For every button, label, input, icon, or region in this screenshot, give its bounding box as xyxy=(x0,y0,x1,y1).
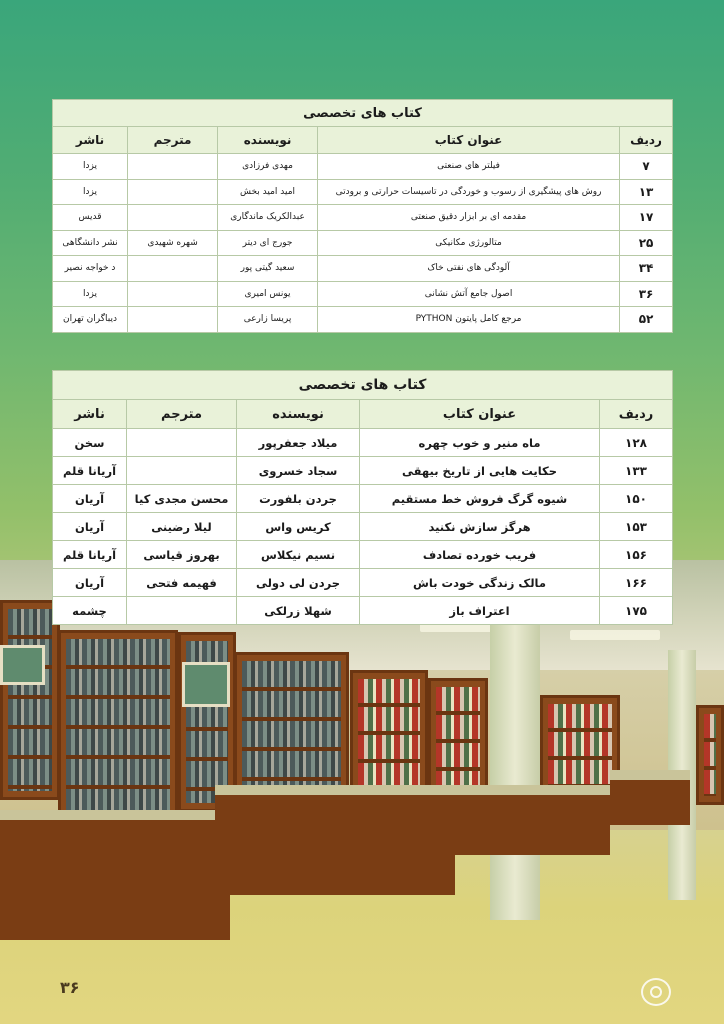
header-author: نویسنده xyxy=(218,127,318,154)
cell-publisher: چشمه xyxy=(53,597,127,625)
cell-author: شهلا زرلکی xyxy=(237,597,360,625)
table-row xyxy=(53,429,673,457)
reading-desk xyxy=(450,785,610,855)
header-title: عنوان کتاب xyxy=(318,127,620,154)
table-row xyxy=(53,597,673,625)
cell-title: مقدمه ای بر ابزار دقیق صنعتی xyxy=(318,205,620,231)
table-row xyxy=(53,569,673,597)
table-row xyxy=(53,541,673,569)
cell-translator: شهره شهیدی xyxy=(128,230,218,256)
cell-publisher: آریان xyxy=(53,569,127,597)
cell-radif: ۱۵۰ xyxy=(600,485,673,513)
cell-title: ماه منیر و خوب چهره xyxy=(360,429,600,457)
header-translator: مترجم xyxy=(128,127,218,154)
cell-translator: بهروز قیاسی xyxy=(127,541,237,569)
reading-desk xyxy=(0,810,230,940)
cell-translator: لیلا رضینی xyxy=(127,513,237,541)
cell-translator xyxy=(128,281,218,307)
cell-title: فیلتر های صنعتی xyxy=(318,154,620,180)
cell-publisher: آریان xyxy=(53,513,127,541)
table-row xyxy=(53,281,673,307)
page-number: ۳۶ xyxy=(60,978,80,997)
cell-radif: ۱۶۶ xyxy=(600,569,673,597)
table-title: کتاب های تخصصی xyxy=(53,100,673,127)
cell-author: پریسا زارعی xyxy=(218,307,318,333)
table-row xyxy=(53,485,673,513)
cell-title: مالک زندگی خودت باش xyxy=(360,569,600,597)
cell-author: یونس امیری xyxy=(218,281,318,307)
cell-radif: ۳۴ xyxy=(620,256,673,282)
header-author: نویسنده xyxy=(237,400,360,429)
header-publisher: ناشر xyxy=(53,127,128,154)
cell-title: حکایت هایی از تاریخ بیهقی xyxy=(360,457,600,485)
table-row xyxy=(53,179,673,205)
cell-publisher: نشر دانشگاهی xyxy=(53,230,128,256)
cell-radif: ۱۵۳ xyxy=(600,513,673,541)
table-row xyxy=(53,457,673,485)
pillar xyxy=(490,620,540,920)
cell-author: سجاد خسروی xyxy=(237,457,360,485)
cell-translator xyxy=(128,205,218,231)
cell-radif: ۷ xyxy=(620,154,673,180)
cell-translator xyxy=(127,457,237,485)
cell-author: عبدالکریک ماندگاری xyxy=(218,205,318,231)
cell-author: مهدی فرزادی xyxy=(218,154,318,180)
cell-author: میلاد جعفرپور xyxy=(237,429,360,457)
cell-title: آلودگی های نفتی خاک xyxy=(318,256,620,282)
header-radif: ردیف xyxy=(620,127,673,154)
cell-author: امید امید بخش xyxy=(218,179,318,205)
cell-translator xyxy=(128,256,218,282)
cell-publisher: سخن xyxy=(53,429,127,457)
cell-title: هرگز سازش نکنید xyxy=(360,513,600,541)
cell-publisher: آریانا قلم xyxy=(53,541,127,569)
table-row xyxy=(53,513,673,541)
cell-radif: ۱۳۳ xyxy=(600,457,673,485)
logo-icon xyxy=(641,978,671,1006)
cell-author: جردن بلفورت xyxy=(237,485,360,513)
cell-radif: ۱۷۵ xyxy=(600,597,673,625)
wall-poster xyxy=(182,662,230,707)
header-translator: مترجم xyxy=(127,400,237,429)
cell-publisher: آریان xyxy=(53,485,127,513)
table-title: کتاب های تخصصی xyxy=(53,371,673,400)
cell-author: کریس واس xyxy=(237,513,360,541)
cell-radif: ۱۷ xyxy=(620,205,673,231)
header-publisher: ناشر xyxy=(53,400,127,429)
cell-title: فریب خورده تصادف xyxy=(360,541,600,569)
bookshelf xyxy=(0,600,60,800)
cell-radif: ۳۶ xyxy=(620,281,673,307)
cell-title: اصول جامع آتش نشانی xyxy=(318,281,620,307)
cell-translator xyxy=(128,307,218,333)
specialized-books-table-1 xyxy=(52,99,672,333)
reading-desk xyxy=(215,785,455,895)
cell-publisher: دیباگران تهران xyxy=(53,307,128,333)
cell-title: مرجع کامل پایتون PYTHON xyxy=(318,307,620,333)
cell-radif: ۲۵ xyxy=(620,230,673,256)
cell-title: اعتراف باز xyxy=(360,597,600,625)
cell-translator: فهیمه فتحی xyxy=(127,569,237,597)
wall-poster xyxy=(0,645,45,685)
cell-publisher: یزدا xyxy=(53,179,128,205)
cell-title: روش های پیشگیری از رسوب و خوردگی در تاسیسات حرارتی و برودتی xyxy=(318,179,620,205)
cell-author: نسیم نیکلاس xyxy=(237,541,360,569)
cell-radif: ۱۲۸ xyxy=(600,429,673,457)
specialized-books-table-2 xyxy=(52,370,672,625)
table-row xyxy=(53,205,673,231)
reading-desk xyxy=(610,770,690,825)
table-row xyxy=(53,256,673,282)
cell-author: جورج ای دیتر xyxy=(218,230,318,256)
table-row xyxy=(53,230,673,256)
header-title: عنوان کتاب xyxy=(360,400,600,429)
bookshelf xyxy=(58,630,178,820)
table-row xyxy=(53,154,673,180)
cell-title: متالورژی مکانیکی xyxy=(318,230,620,256)
cell-publisher: یزدا xyxy=(53,154,128,180)
cell-publisher: یزدا xyxy=(53,281,128,307)
cell-translator xyxy=(128,154,218,180)
cell-title: شیوه گرگ فروش خط مستقیم xyxy=(360,485,600,513)
cell-publisher: د خواجه نصیر xyxy=(53,256,128,282)
cell-translator xyxy=(127,429,237,457)
cell-radif: ۵۲ xyxy=(620,307,673,333)
cell-author: سعید گیتی پور xyxy=(218,256,318,282)
header-radif: ردیف xyxy=(600,400,673,429)
cell-translator: محسن مجدی کیا xyxy=(127,485,237,513)
cell-translator xyxy=(128,179,218,205)
library-background xyxy=(0,560,724,1024)
cell-radif: ۱۵۶ xyxy=(600,541,673,569)
cell-author: جردن لی دولی xyxy=(237,569,360,597)
cell-radif: ۱۳ xyxy=(620,179,673,205)
ceiling-light xyxy=(570,630,660,640)
cell-translator xyxy=(127,597,237,625)
cell-publisher: قدیس xyxy=(53,205,128,231)
cell-publisher: آریانا قلم xyxy=(53,457,127,485)
bookshelf xyxy=(696,705,724,805)
table-row xyxy=(53,307,673,333)
